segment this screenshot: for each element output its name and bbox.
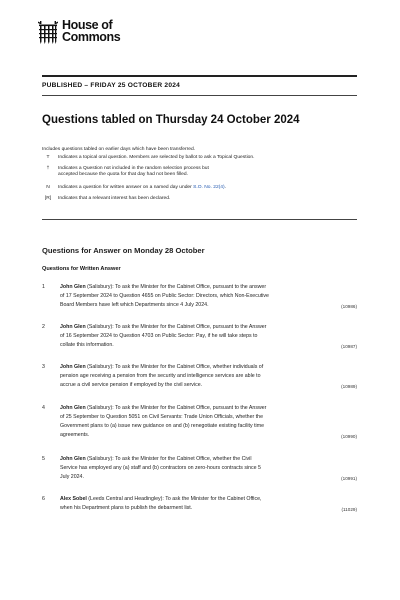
question-reference: (10989) bbox=[341, 384, 357, 389]
key-symbol: N bbox=[46, 185, 50, 190]
portcullis-icon bbox=[38, 21, 58, 45]
section-rule bbox=[42, 219, 357, 220]
question-text: Alex Sobel (Leeds Central and Headingley): To ask the Minister for the Cabinet Office, when his Department plans to publish the debarment list. bbox=[60, 496, 262, 511]
question-number: 2 bbox=[42, 324, 45, 330]
key-symbol: [R] bbox=[44, 196, 52, 201]
member-name: John Glen bbox=[60, 364, 86, 370]
question-item bbox=[42, 323, 357, 353]
top-rule bbox=[42, 75, 357, 77]
question-item bbox=[42, 283, 357, 313]
question-number: 5 bbox=[42, 456, 45, 462]
member-name: Alex Sobel bbox=[60, 496, 87, 502]
sub-title: Questions for Written Answer bbox=[42, 266, 121, 272]
question-item bbox=[42, 404, 357, 444]
section-title: Questions for Answer on Monday 28 October bbox=[42, 246, 205, 255]
question-number: 4 bbox=[42, 405, 45, 411]
key-symbol: T bbox=[46, 155, 50, 160]
question-reference: (10991) bbox=[341, 476, 357, 481]
published-date: PUBLISHED – FRIDAY 25 OCTOBER 2024 bbox=[42, 82, 181, 89]
question-text: John Glen (Salisbury): To ask the Minister for the Cabinet Office, pursuant to the answer of 17 September 2024 to Question 4655 on Public Sector: Directors, which Non-Executive Board Members have left which Departments since 4 July 2024. bbox=[60, 284, 269, 308]
intro-text: Includes questions tabled on earlier days which have been transferred. bbox=[42, 147, 196, 152]
question-number: 3 bbox=[42, 364, 45, 370]
key-description: Indicates a Question not included in the random selection process but accepted because the quota for that day had not been filled. bbox=[58, 166, 209, 178]
member-name: John Glen bbox=[60, 405, 86, 411]
question-reference: (11029) bbox=[341, 507, 357, 512]
question-item bbox=[42, 495, 357, 515]
key-description: Indicates a question for written answer on a named day under S.O. No. 22(4). bbox=[58, 185, 227, 190]
question-item bbox=[42, 455, 357, 485]
logo-wordmark bbox=[62, 20, 120, 43]
question-reference: (10990) bbox=[341, 434, 357, 439]
member-name: John Glen bbox=[60, 284, 86, 290]
question-number: 6 bbox=[42, 496, 45, 502]
member-name: John Glen bbox=[60, 456, 86, 462]
question-number: 1 bbox=[42, 284, 45, 290]
key-description: Indicates that a relevant interest has been declared. bbox=[58, 196, 171, 201]
logo-line-1: House of bbox=[62, 18, 113, 32]
key-symbol: † bbox=[46, 166, 50, 171]
house-of-commons-logo bbox=[38, 20, 120, 45]
member-name: John Glen bbox=[60, 324, 86, 330]
key-description: Indicates a topical oral question. Members are selected by ballot to ask a Topical Question. bbox=[58, 155, 255, 160]
question-reference: (10986) bbox=[341, 304, 357, 309]
question-text: John Glen (Salisbury): To ask the Minister for the Cabinet Office, pursuant to the Answer of 25 September to Question 5051 on Civil Servants: Trade Union Officials, whether the Government plans to (a) issue new guidance on and (b) renegotiate existing facility time agreements. bbox=[60, 405, 267, 438]
question-text: John Glen (Salisbury): To ask the Minister for the Cabinet Office, whether individuals of pension age receiving a pension from the security and intelligence services are able to accrue a civil service pension if employed by the civil service. bbox=[60, 364, 264, 388]
question-reference: (10987) bbox=[341, 344, 357, 349]
logo-line-2: Commons bbox=[62, 29, 121, 44]
question-text: John Glen (Salisbury): To ask the Minister for the Cabinet Office, whether the Civil Service has employed any (a) staff and (b) contractors on zero-hours contracts since 5 July 2024. bbox=[60, 456, 261, 480]
page-title: Questions tabled on Thursday 24 October 2024 bbox=[42, 114, 300, 126]
published-rule bbox=[42, 95, 357, 96]
question-text: John Glen (Salisbury): To ask the Minister for the Cabinet Office, pursuant to the Answer of 16 September 2024 to Question 4703 on Public Sector: Pay, if he will take steps to collate this information. bbox=[60, 324, 267, 348]
standing-order-link[interactable]: S.O. No. 22(4) bbox=[193, 185, 225, 190]
question-item bbox=[42, 363, 357, 393]
